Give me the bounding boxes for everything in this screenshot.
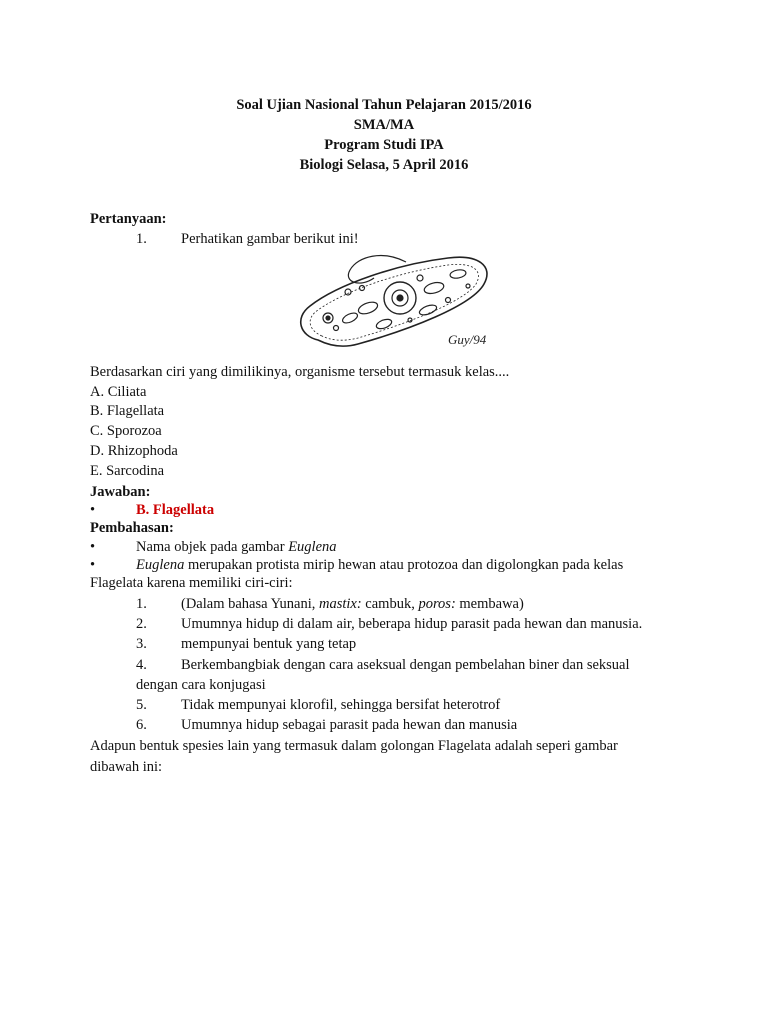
bullet-icon: •: [90, 539, 96, 555]
option-e: E. Sarcodina: [90, 463, 165, 479]
trait-text: Umumnya hidup di dalam air, beberapa hidup parasit pada hewan dan manusia.: [181, 616, 643, 632]
trait-term-poros: poros:: [418, 596, 456, 612]
closing-text-cont: dibawah ini:: [90, 759, 163, 775]
trait-text: Umumnya hidup sebagai parasit pada hewan dan manusia: [181, 717, 518, 733]
trait-text: cambuk,: [361, 596, 419, 612]
bullet2-continuation: Flagelata karena memiliki ciri-ciri:: [90, 575, 293, 591]
trait-number: 2.: [136, 616, 147, 632]
trait-text: membawa): [455, 596, 524, 612]
doc-title: Soal Ujian Nasional Tahun Pelajaran 2015/2016: [236, 97, 532, 113]
question-number: 1.: [136, 231, 147, 247]
option-c: C. Sporozoa: [90, 423, 162, 439]
bullet-icon: •: [90, 502, 96, 518]
euglena-illustration: [288, 248, 498, 360]
bullet1-text: Nama objek pada gambar: [136, 539, 289, 555]
doc-level: SMA/MA: [353, 117, 415, 133]
question-heading: Pertanyaan:: [90, 211, 167, 227]
trait-number: 1.: [136, 596, 147, 612]
question-stem: Berdasarkan ciri yang dimilikinya, organisme tersebut termasuk kelas....: [90, 364, 510, 380]
trait-4-continuation: dengan cara konjugasi: [136, 677, 266, 693]
option-d: D. Rhizophoda: [90, 443, 178, 459]
bullet2-organism: Euglena: [136, 557, 185, 573]
trait-term-mastix: mastix:: [318, 596, 362, 612]
bullet2-text: merupakan protista mirip hewan atau protozoa dan digolongkan pada kelas: [184, 557, 624, 573]
closing-text: Adapun bentuk spesies lain yang termasuk dalam golongan Flagelata adalah seperi gambar: [90, 738, 618, 754]
trait-number: 3.: [136, 636, 147, 652]
bullet-icon: •: [90, 557, 96, 573]
option-b: B. Flagellata: [90, 403, 165, 419]
discussion-heading: Pembahasan:: [90, 520, 174, 536]
doc-subject-date: Biologi Selasa, 5 April 2016: [299, 157, 469, 173]
option-a: A. Ciliata: [90, 384, 147, 400]
trait-text: Berkembangbiak dengan cara aseksual dengan pembelahan biner dan seksual: [181, 657, 630, 673]
doc-program: Program Studi IPA: [324, 137, 444, 153]
answer-value: B. Flagellata: [136, 502, 215, 518]
answer-heading: Jawaban:: [90, 484, 151, 500]
trait-text: Tidak mempunyai klorofil, sehingga bersifat heterotrof: [181, 697, 501, 713]
trait-text: mempunyai bentuk yang tetap: [181, 636, 357, 652]
bullet1-organism: Euglena: [288, 539, 337, 555]
trait-text: (Dalam bahasa Yunani,: [181, 596, 319, 612]
trait-number: 6.: [136, 717, 147, 733]
question-prompt: Perhatikan gambar berikut ini!: [181, 231, 359, 247]
trait-number: 5.: [136, 697, 147, 713]
trait-number: 4.: [136, 657, 147, 673]
figure-signature: Guy/94: [448, 332, 487, 347]
flagellum: [348, 256, 406, 283]
